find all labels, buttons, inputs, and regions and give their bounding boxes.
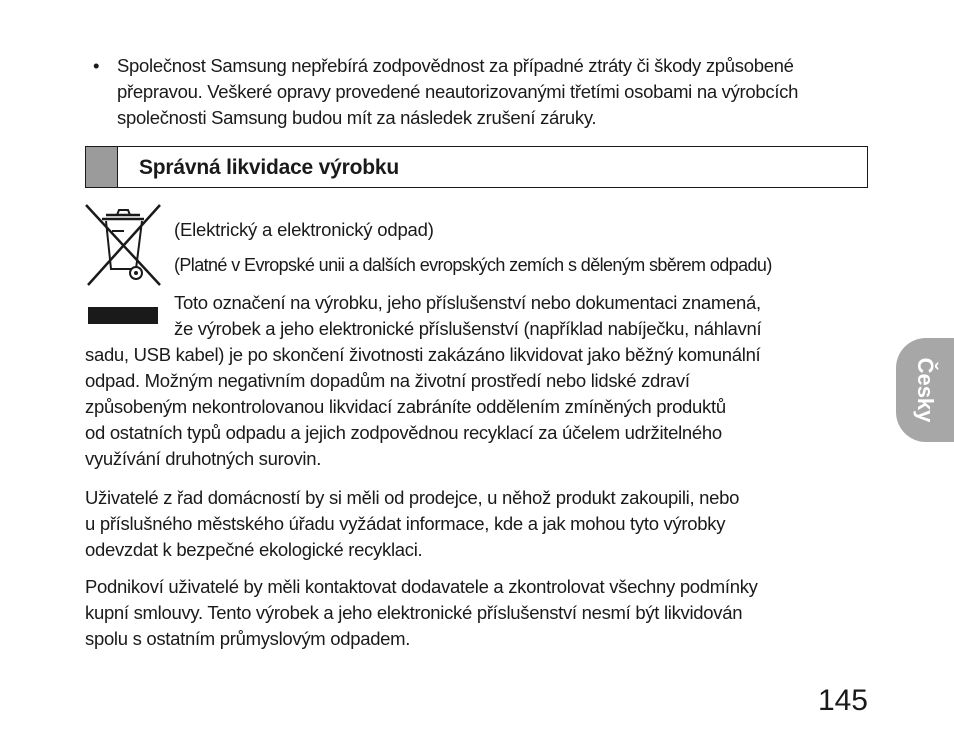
paragraph-line: od ostatních typů odpadu a jejich zodpovědnou recyklací za účelem udržitelného [85, 422, 722, 443]
paragraph-line: Podnikoví uživatelé by měli kontaktovat dodavatele a zkontrolovat všechny podmínky [85, 576, 758, 597]
paragraph-line: Toto označení na výrobku, jeho příslušenství nebo dokumentaci znamená, [174, 292, 761, 313]
section-header-bar [86, 147, 118, 187]
paragraph-business [85, 574, 875, 652]
paragraph-line: využívání druhotných surovin. [85, 448, 322, 469]
section-header [85, 146, 868, 188]
page-number: 145 [817, 684, 868, 717]
paragraph-line: Uživatelé z řad domácností by si měli od prodejce, u něhož produkt zakoupili, nebo [85, 487, 740, 508]
bullet-symbol: • [93, 55, 100, 76]
language-tab-label: Česky [913, 357, 938, 423]
bullet-line-2: přepravou. Veškeré opravy provedené neautorizovanými třetími osobami na výrobcích [117, 81, 799, 102]
paragraph-line: odpad. Možným negativním dopadům na životní prostředí nebo lidské zdraví [85, 370, 690, 391]
paragraph-line: odevzdat k bezpečné ekologické recyklaci. [85, 539, 423, 560]
paragraph-line: u příslušného městského úřadu vyžádat informace, kde a jak mohou tyto výrobky [85, 513, 726, 534]
paragraph-households [85, 485, 875, 563]
paragraph-line: že výrobek a jeho elektronické příslušenství (například nabíječku, náhlavní [174, 318, 762, 339]
section-title: Správná likvidace výrobku [139, 156, 399, 179]
weee-title: (Elektrický a elektronický odpad) [174, 219, 434, 240]
language-tab[interactable] [896, 338, 954, 442]
bullet-note [93, 53, 873, 131]
paragraph-line: způsobeným nekontrolovanou likvidací zabráníte oddělením zmíněných produktů [85, 396, 726, 417]
bullet-line-1: Společnost Samsung nepřebírá zodpovědnost za případné ztráty či škody způsobené [117, 55, 794, 76]
weee-scope: (Platné v Evropské unii a dalších evropských zemích s děleným sběrem odpadu) [174, 255, 772, 275]
bullet-line-3: společnosti Samsung budou mít za následek zrušení záruky. [117, 107, 597, 128]
paragraph-line: spolu s ostatním průmyslovým odpadem. [85, 628, 411, 649]
paragraph-line: kupní smlouvy. Tento výrobek a jeho elektronické příslušenství nesmí být likvidován [85, 602, 743, 623]
paragraph-disposal [85, 290, 875, 472]
paragraph-line: sadu, USB kabel) je po skončení životnosti zakázáno likvidovat jako běžný komunální [85, 344, 761, 365]
